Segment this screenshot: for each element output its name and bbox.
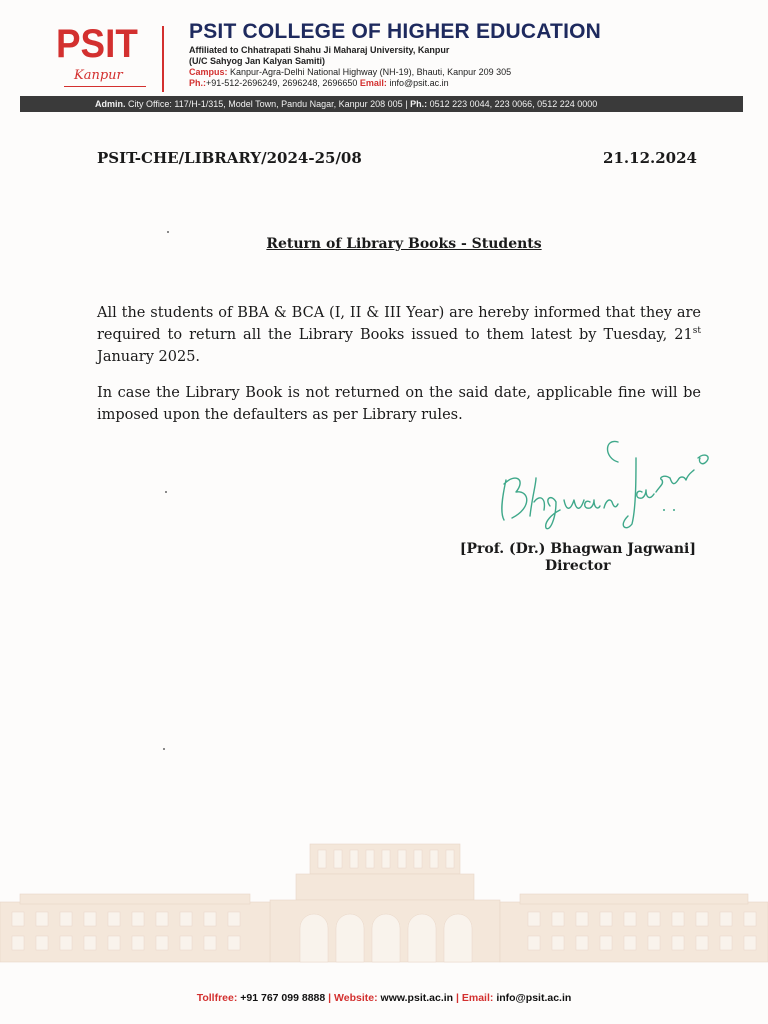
admin-office-bar: Admin. City Office: 117/H-1/315, Model Town, Pandu Nagar, Kanpur 208 005 | Ph.: 0512 223 0044, 223 0066, 0512 224 0000: [20, 96, 743, 112]
header-divider: [162, 26, 164, 92]
campus-line: Campus: Kanpur-Agra-Delhi National Highway (NH-19), Bhauti, Kanpur 209 305: [189, 67, 512, 77]
affiliation-line: Affiliated to Chhatrapati Shahu Ji Maharaj University, Kanpur: [189, 45, 450, 55]
letter-subject: Return of Library Books - Students: [266, 236, 542, 252]
signer-title: Director: [545, 558, 611, 574]
body-paragraph-1: All the students of BBA & BCA (I, II & III Year) are hereby informed that they are required to return all the Library Books issued to them latest by Tuesday, 21st January 2025.: [97, 305, 701, 365]
body-paragraph-2: In case the Library Book is not returned on the said date, applicable fine will be imposed upon the defaulters as per Library rules.: [97, 385, 701, 423]
handwritten-signature: [486, 428, 716, 538]
college-name: PSIT COLLEGE OF HIGHER EDUCATION: [189, 20, 602, 43]
signer-name: [Prof. (Dr.) Bhagwan Jagwani]: [459, 541, 696, 557]
logo-text: PSIT: [56, 22, 138, 66]
scan-speck: [163, 748, 165, 750]
logo-underline: [64, 86, 146, 87]
campus-building-watermark: [0, 838, 768, 968]
samiti-line: (U/C Sahyog Jan Kalyan Samiti): [189, 56, 326, 66]
reference-number: PSIT-CHE/LIBRARY/2024-25/08: [97, 149, 362, 167]
logo-subtext: Kanpur: [74, 68, 123, 83]
scan-speck: [165, 491, 167, 493]
psit-logo: [54, 24, 150, 96]
letter-footer: Tollfree: +91 767 099 8888 | Website: www.psit.ac.in | Email: info@psit.ac.in: [196, 992, 572, 1004]
scan-speck: [167, 231, 169, 233]
letter-date: 21.12.2024: [603, 149, 697, 167]
contact-line: Ph.:+91-512-2696249, 2696248, 2696650 Email: info@psit.ac.in: [189, 78, 449, 88]
